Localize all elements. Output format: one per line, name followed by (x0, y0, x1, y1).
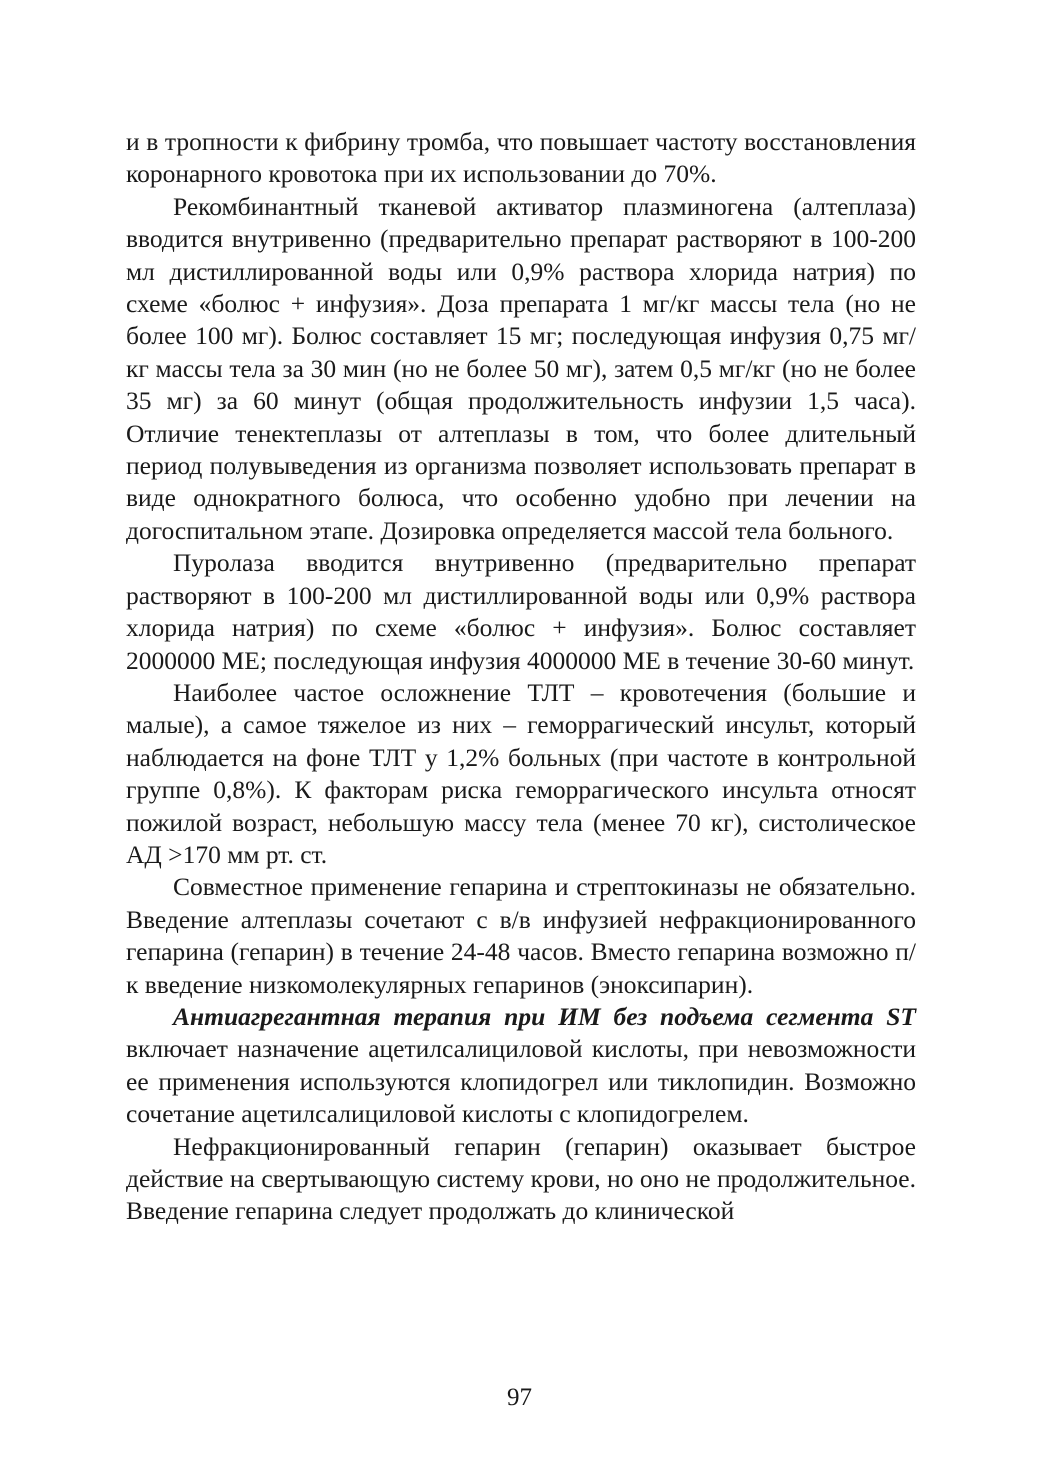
paragraph-purolase: Пуролаза вводится внутривенно (предварительно препарат растворяют в 100-200 мл дистиллированной воды или 0,9% раствора хлорида натрия) по схеме «болюс + инфузия». Болюс составляет 2000000 МЕ; последующая инфузия 4000000 МЕ в течение 30-60 минут. (126, 548, 916, 675)
paragraph-heparin-combination: Совместное применение гепарина и стрептокиназы не обязательно. Введение алтеплазы сочетают с в/в инфузией нефракционированного гепарина (гепарин) в течение 24-48 часов. Вместо гепарина возможно п/к введение низкомолекулярных гепаринов (эноксипарин). (126, 872, 916, 999)
antiplatelet-heading: Антиагрегантная терапия при ИМ без подъема сегмента ST (173, 1001, 916, 1031)
paragraph-continuation: и в тропности к фибрину тромба, что повышает частоту восстановления коронарного кровотока при их использовании до 70%. (126, 127, 916, 189)
paragraph-complications: Наиболее частое осложнение ТЛТ – кровотечения (большие и малые), а самое тяжелое из них – геморрагический инсульт, который наблюдается на фоне ТЛТ у 1,2% больных (при частоте в контрольной группе 0,8%). К факторам риска геморрагического инсульта относят пожилой возраст, небольшую массу тела (менее 70 кг), систолическое АД >170 мм рт. ст. (126, 677, 916, 869)
paragraph-alteplase: Рекомбинантный тканевой активатор плазминогена (алтеплаза) вводится внутривенно (предварительно препарат растворяют в 100-200 мл дистиллированной воды или 0,9% раствора хлорида натрия) по схеме «болюс + инфузия». Доза препарата 1 мг/кг массы тела (но не более 100 мг). Болюс составляет 15 мг; последующая инфузия 0,75 мг/кг массы тела за 30 мин (но не более 50 мг), затем 0,5 мг/кг (но не более 35 мг) за 60 минут (общая продолжительность инфузии 1,5 часа). Отличие тенектеплазы от алтеплазы в том, что более длительный период полувыведения из организма позволяет использовать препарат в виде однократного болюса, что особенно удобно при лечении на догоспитальном этапе. Дозировка определяется массой тела больного. (126, 191, 916, 545)
antiplatelet-text: включает назначение ацетилсалициловой кислоты, при невозможности ее применения используются клопидогрел или тиклопидин. Возможно сочетание ацетилсалициловой кислоты с клопидогрелем. (126, 1034, 916, 1129)
paragraph-antiplatelet (126, 1001, 916, 1131)
page-number: 97 (507, 1384, 532, 1411)
paragraph-unfractionated-heparin: Нефракционированный гепарин (гепарин) оказывает быстрое действие на свертывающую систему крови, но оно не продолжительное. Введение гепарина следует продолжать до клинической (126, 1131, 916, 1226)
body-text (126, 126, 916, 1228)
